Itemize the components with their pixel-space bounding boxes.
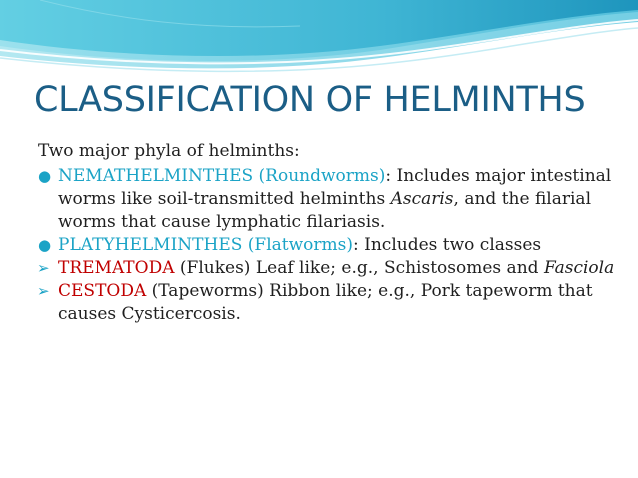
italic-ascaris: Ascaris (390, 189, 454, 209)
italic-fasciola: Fasciola (543, 258, 615, 278)
bullet-platyhelminthes: ● PLATYHELMINTHES (Flatworms): Includes two classes (38, 235, 542, 255)
bullet-dot-icon: ● (38, 167, 52, 185)
term-cestoda: CESTODA (58, 281, 147, 301)
term-platyhelminthes: PLATYHELMINTHES (Flatworms) (58, 235, 354, 255)
arrow-bullet-icon: ➢ (37, 259, 50, 277)
bullet-cestoda: ➢ CESTODA (Tapeworms) Ribbon like; e.g., Pork tapeworm that causes Cysticercosis. (37, 281, 593, 324)
bullet-trematoda: ➢ TREMATODA (Flukes) Leaf like; e.g., Schistosomes and Fasciola (37, 258, 615, 278)
arrow-bullet-icon: ➢ (37, 282, 50, 300)
slide-content (38, 140, 618, 326)
intro-text: Two major phyla of helminths: (38, 141, 300, 161)
term-nemathelminthes: NEMATHELMINTHES (Roundworms) (58, 166, 386, 186)
header-wave-banner (0, 0, 638, 90)
bullet-nemathelminthes: ● NEMATHELMINTHES (Roundworms): Includes major intestinal worms like soil-transmitted helminths Ascaris, and the filarial worms that cause lymphatic filariasis. (38, 166, 612, 232)
bullet-dot-icon: ● (38, 236, 52, 254)
slide-title: CLASSIFICATION OF HELMINTHS (34, 80, 586, 120)
term-trematoda: TREMATODA (58, 258, 175, 278)
